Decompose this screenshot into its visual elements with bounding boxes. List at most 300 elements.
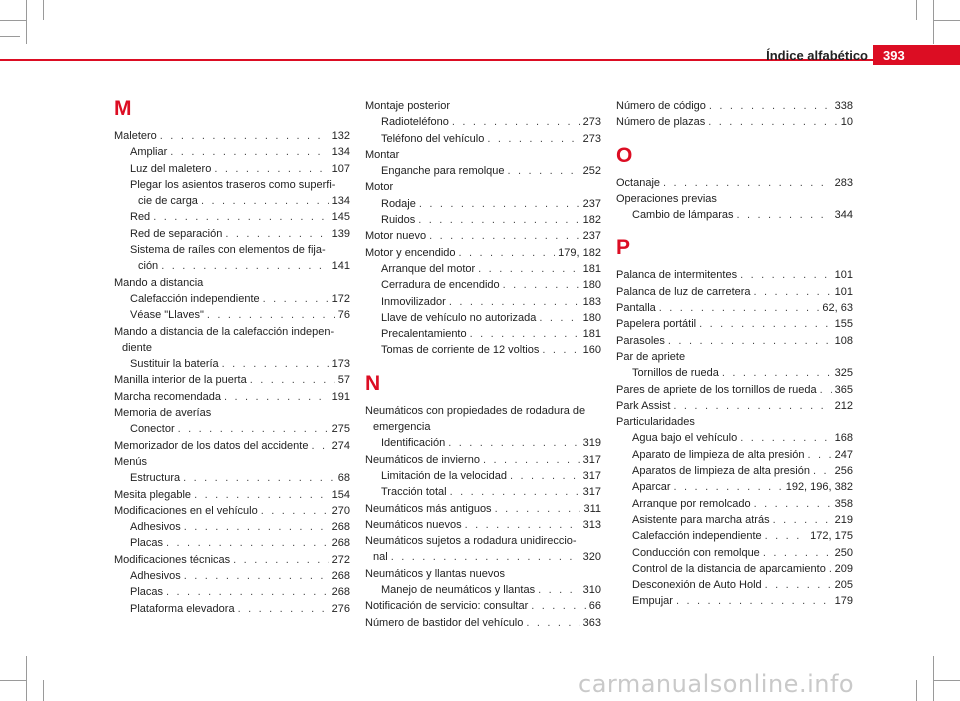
page-reference[interactable]: 311 — [583, 502, 601, 515]
page-reference[interactable]: 310 — [582, 584, 601, 597]
index-subentry — [365, 163, 601, 179]
index-subentry — [114, 421, 350, 437]
page-reference[interactable]: 183 — [582, 295, 601, 308]
page-reference[interactable]: 237 — [582, 197, 601, 210]
index-entry — [114, 128, 350, 144]
page-reference[interactable]: 272 — [331, 553, 350, 566]
entry-term: Mesita plegable — [114, 488, 192, 501]
dot-leader — [194, 487, 329, 503]
entry-term: Desconexión de Auto Hold — [632, 579, 762, 592]
dot-leader — [459, 245, 556, 261]
dot-leader — [773, 512, 832, 528]
index-subentry — [616, 545, 853, 561]
dot-leader — [510, 468, 580, 484]
page-reference[interactable]: 205 — [834, 579, 853, 592]
index-subentry — [114, 584, 350, 600]
dot-leader — [448, 435, 579, 451]
page-reference[interactable]: 10 — [840, 116, 853, 129]
dot-leader — [676, 593, 832, 609]
page-reference[interactable]: 179 — [834, 595, 853, 608]
dot-leader — [503, 277, 580, 293]
entry-term: Red de separación — [130, 227, 223, 240]
entry-term: emergencia — [373, 421, 431, 434]
entry-term: Octanaje — [616, 176, 661, 189]
index-subentry — [114, 356, 350, 372]
entry-term: Número de código — [616, 100, 706, 112]
page-reference[interactable]: 268 — [331, 537, 350, 550]
entry-term: Rodaje — [381, 197, 416, 210]
dot-leader — [763, 545, 832, 561]
page-reference[interactable]: 179, 182 — [558, 246, 601, 259]
dot-leader — [495, 501, 581, 517]
entry-term: Par de apriete — [616, 350, 686, 363]
entry-term: Teléfono del vehículo — [381, 132, 485, 145]
index-entry — [616, 398, 853, 414]
index-entry — [616, 114, 853, 130]
crop-mark — [43, 680, 44, 701]
index-subentry — [114, 601, 350, 617]
page-number: 393 — [883, 48, 905, 63]
index-entry — [365, 566, 601, 582]
index-entry — [365, 98, 601, 114]
index-entry — [365, 615, 601, 631]
page-reference[interactable]: 68 — [337, 472, 350, 485]
entry-term: Enganche para remolque — [381, 165, 505, 178]
entry-term: Estructura — [130, 472, 181, 485]
dot-leader — [238, 601, 329, 617]
dot-leader — [201, 193, 329, 209]
index-subentry — [616, 365, 853, 381]
crop-mark — [26, 0, 27, 44]
dot-leader — [659, 300, 820, 316]
page-reference[interactable]: 313 — [582, 518, 601, 531]
page-reference[interactable]: 62, 63 — [822, 302, 853, 315]
entry-term: Particularidades — [616, 416, 695, 429]
crop-mark — [0, 20, 26, 21]
index-subentry — [616, 430, 853, 446]
entry-term: Tornillos de rueda — [632, 367, 719, 380]
page-reference[interactable]: 181 — [582, 262, 601, 275]
entry-term: Aparcar — [632, 481, 671, 494]
entry-term: Modificaciones técnicas — [114, 553, 231, 566]
dot-leader — [419, 196, 580, 212]
index-subentry — [365, 484, 601, 500]
page-reference[interactable]: 101 — [834, 285, 853, 298]
entry-term: Conducción con remolque — [632, 546, 760, 559]
entry-term: Empujar — [632, 595, 673, 608]
entry-term: Cambio de lámparas — [632, 209, 734, 222]
dot-leader — [311, 438, 328, 454]
index-subentry — [365, 582, 601, 598]
page-reference[interactable]: 191 — [331, 390, 350, 403]
dot-leader — [183, 470, 335, 486]
page-reference[interactable]: 139 — [331, 227, 350, 240]
page-reference[interactable]: 256 — [834, 465, 853, 478]
dot-leader — [153, 209, 328, 225]
page-reference[interactable]: 344 — [834, 209, 853, 222]
index-entry — [114, 503, 350, 519]
page-reference[interactable]: 358 — [834, 497, 853, 510]
dot-leader — [709, 98, 832, 114]
index-subentry — [114, 519, 350, 535]
index-subentry — [114, 144, 350, 160]
entry-term: Cerradura de encendido — [381, 279, 500, 292]
entry-term: Pares de apriete de los tornillos de rueda — [616, 383, 817, 396]
page-reference[interactable]: 108 — [834, 334, 853, 347]
index-entry — [616, 382, 853, 398]
index-entry — [365, 245, 601, 261]
index-subentry — [114, 470, 350, 486]
dot-leader — [813, 463, 832, 479]
entry-term: Papelera portátil — [616, 318, 697, 331]
dot-leader — [807, 447, 831, 463]
dot-leader — [829, 561, 832, 577]
dot-leader — [160, 128, 329, 144]
index-subentry — [365, 342, 601, 358]
entry-term: Limitación de la velocidad — [381, 469, 507, 482]
entry-term: Marcha recomendada — [114, 390, 222, 403]
page-reference[interactable]: 268 — [331, 586, 350, 599]
page-reference[interactable]: 168 — [834, 432, 853, 445]
dot-leader — [740, 267, 832, 283]
entry-term: diente — [122, 341, 152, 354]
dot-leader — [708, 114, 837, 130]
entry-term: Maletero — [114, 130, 157, 142]
entry-term: Luz del maletero — [130, 162, 212, 175]
index-subentry — [365, 114, 601, 130]
entry-term: Ampliar — [130, 146, 168, 159]
index-entry — [616, 191, 853, 207]
entry-term: Véase "Llaves" — [130, 309, 204, 322]
page-reference[interactable]: 192, 196, 382 — [785, 481, 853, 494]
entry-term: Montaje posterior — [365, 100, 450, 112]
index-subentry — [616, 577, 853, 593]
index-subentry — [114, 177, 350, 210]
page-reference[interactable]: 338 — [834, 100, 853, 112]
entry-term: Número de plazas — [616, 116, 706, 129]
crop-mark — [916, 680, 917, 701]
entry-term: Manilla interior de la puerta — [114, 374, 247, 387]
entry-term: Memoria de averías — [114, 407, 212, 420]
index-column-3 — [616, 98, 853, 610]
dot-leader — [184, 568, 329, 584]
page-reference[interactable]: 154 — [331, 488, 350, 501]
index-subentry — [365, 326, 601, 342]
entry-term: Neumáticos más antiguos — [365, 502, 492, 515]
entry-term: Neumáticos sujetos a rodadura unidireccio- — [365, 535, 577, 548]
dot-leader — [178, 421, 329, 437]
entry-term: Neumáticos de invierno — [365, 453, 480, 466]
dot-leader — [207, 307, 335, 323]
index-entry — [616, 267, 853, 283]
section-letter: M — [114, 97, 132, 120]
index-entry — [365, 228, 601, 244]
index-entry — [365, 147, 601, 163]
dot-leader — [526, 615, 579, 631]
index-subentry — [616, 528, 853, 544]
index-subentry — [365, 468, 601, 484]
page-reference[interactable]: 134 — [331, 146, 350, 159]
index-entry — [616, 300, 853, 316]
page-reference[interactable]: 270 — [331, 504, 350, 517]
crop-mark — [43, 0, 44, 20]
dot-leader — [184, 519, 329, 535]
index-entry — [114, 324, 350, 357]
entry-term: Sistema de raíles con elementos de fija- — [130, 244, 326, 257]
dot-leader — [170, 144, 328, 160]
index-entry — [365, 517, 601, 533]
dot-leader — [538, 582, 580, 598]
entry-term: Identificación — [381, 437, 446, 450]
dot-leader — [225, 226, 328, 242]
dot-leader — [391, 549, 580, 565]
entry-term: Notificación de servicio: consultar — [365, 600, 529, 613]
page-reference[interactable]: 160 — [582, 344, 601, 357]
page-reference[interactable]: 268 — [331, 570, 350, 583]
page-reference[interactable]: 317 — [582, 486, 601, 499]
entry-term: Control de la distancia de aparcamiento — [632, 562, 826, 575]
page-reference[interactable]: 212 — [834, 399, 853, 412]
index-subentry — [365, 310, 601, 326]
page-reference[interactable]: 317 — [582, 453, 601, 466]
dot-leader — [429, 228, 579, 244]
entry-term: Aparato de limpieza de alta presión — [632, 448, 805, 461]
entry-term: Palanca de intermitentes — [616, 269, 738, 282]
page-reference[interactable]: 209 — [834, 562, 853, 575]
page-reference[interactable]: 219 — [834, 513, 853, 526]
index-entry — [365, 452, 601, 468]
index-entry — [616, 349, 853, 365]
page-reference[interactable]: 172, 175 — [810, 530, 853, 543]
page-reference[interactable]: 275 — [331, 423, 350, 436]
dot-leader — [233, 552, 328, 568]
watermark: carmanualsonline.info — [578, 670, 855, 698]
index-subentry — [114, 242, 350, 275]
entry-term: Adhesivos — [130, 521, 181, 534]
index-entry — [365, 598, 601, 614]
page-reference[interactable]: 237 — [582, 230, 601, 243]
entry-term: Asistente para marcha atrás — [632, 513, 770, 526]
index-subentry — [114, 307, 350, 323]
dot-leader — [820, 382, 832, 398]
entry-term: Agua bajo el vehículo — [632, 432, 738, 445]
index-subentry — [114, 535, 350, 551]
index-entry — [114, 454, 350, 470]
entry-term: Arranque del motor — [381, 262, 476, 275]
page-reference[interactable]: 141 — [331, 260, 350, 273]
index-subentry — [114, 568, 350, 584]
crop-mark — [934, 680, 960, 681]
index-subentry — [114, 161, 350, 177]
page-reference[interactable]: 325 — [834, 367, 853, 380]
page-reference[interactable]: 365 — [834, 383, 853, 396]
dot-leader — [531, 598, 586, 614]
page-reference[interactable]: 145 — [331, 211, 350, 224]
dot-leader — [765, 528, 808, 544]
entry-term: Motor — [365, 181, 394, 194]
entry-term: Adhesivos — [130, 570, 181, 583]
page-reference[interactable]: 132 — [331, 130, 350, 142]
page-reference[interactable]: 107 — [331, 162, 350, 175]
entry-term: Plegar los asientos traseros como superfi- — [130, 178, 336, 191]
index-subentry — [616, 593, 853, 609]
index-entry — [365, 403, 601, 436]
dot-leader — [542, 342, 579, 358]
entry-term: Operaciones previas — [616, 192, 717, 205]
section-letter: O — [616, 143, 633, 167]
index-subentry — [365, 212, 601, 228]
page-reference[interactable]: 273 — [582, 132, 601, 145]
entry-term: Calefacción independiente — [130, 292, 260, 305]
entry-term: cie de carga — [138, 195, 198, 208]
page-reference[interactable]: 247 — [834, 448, 853, 461]
index-subentry — [365, 435, 601, 451]
running-title: Índice alfabético — [766, 48, 868, 63]
entry-term: Montar — [365, 148, 400, 161]
dot-leader — [663, 175, 832, 191]
index-subentry — [616, 496, 853, 512]
dot-leader — [452, 114, 580, 130]
page-reference[interactable]: 268 — [331, 521, 350, 534]
entry-term: Número de bastidor del vehículo — [365, 616, 524, 629]
entry-term: Mando a distancia — [114, 276, 204, 289]
entry-term: Conector — [130, 423, 175, 436]
page-reference[interactable]: 182 — [582, 214, 601, 227]
dot-leader — [737, 207, 832, 223]
index-subentry — [365, 196, 601, 212]
entry-term: Pantalla — [616, 302, 656, 315]
crop-mark — [0, 36, 20, 37]
page-reference[interactable]: 57 — [337, 374, 350, 387]
crop-mark — [26, 656, 27, 701]
entry-term: Neumáticos con propiedades de rodadura de — [365, 404, 586, 417]
entry-term: Placas — [130, 586, 164, 599]
dot-leader — [674, 479, 783, 495]
index-entry — [616, 333, 853, 349]
crop-mark — [0, 680, 26, 681]
page-reference[interactable]: 180 — [582, 311, 601, 324]
entry-term: Radioteléfono — [381, 116, 449, 129]
index-subentry — [365, 261, 601, 277]
index-subentry — [114, 291, 350, 307]
index-subentry — [616, 447, 853, 463]
index-entry — [114, 438, 350, 454]
index-subentry — [616, 463, 853, 479]
entry-term: Manejo de neumáticos y llantas — [381, 584, 536, 597]
page-reference[interactable]: 320 — [582, 551, 601, 564]
page-reference[interactable]: 274 — [331, 439, 350, 452]
dot-leader — [478, 261, 579, 277]
entry-term: ción — [138, 260, 159, 273]
entry-term: Ruidos — [381, 214, 416, 227]
dot-leader — [754, 284, 832, 300]
entry-term: Red — [130, 211, 151, 224]
index-entry — [616, 414, 853, 430]
entry-term: Calefacción independiente — [632, 530, 762, 543]
crop-mark — [933, 656, 934, 701]
page-reference[interactable]: 66 — [588, 600, 601, 613]
page-reference[interactable]: 276 — [331, 602, 350, 615]
dot-leader — [222, 356, 329, 372]
index-subentry — [365, 277, 601, 293]
page-reference[interactable]: 180 — [582, 279, 601, 292]
entry-term: Arranque por remolcado — [632, 497, 751, 510]
index-column-2 — [365, 98, 601, 631]
index-entry — [114, 275, 350, 291]
dot-leader — [508, 163, 580, 179]
dot-leader — [214, 161, 328, 177]
crop-mark — [916, 0, 917, 20]
dot-leader — [250, 372, 335, 388]
dot-leader — [765, 577, 832, 593]
entry-term: Placas — [130, 537, 164, 550]
page-reference[interactable]: 155 — [834, 318, 853, 331]
entry-term: Plataforma elevadora — [130, 602, 235, 615]
index-subentry — [114, 209, 350, 225]
page-reference[interactable]: 317 — [582, 469, 601, 482]
crop-mark — [933, 0, 934, 44]
index-column-1 — [114, 98, 350, 617]
index-entry — [616, 284, 853, 300]
entry-term: nal — [373, 551, 388, 564]
dot-leader — [418, 212, 579, 228]
page-reference[interactable]: 250 — [834, 546, 853, 559]
entry-term: Tomas de corriente de 12 voltios — [381, 344, 540, 357]
dot-leader — [483, 452, 580, 468]
entry-term: Llave de vehículo no autorizada — [381, 311, 537, 324]
dot-leader — [449, 294, 580, 310]
crop-mark — [934, 20, 960, 21]
index-entry — [114, 405, 350, 421]
dot-leader — [161, 258, 328, 274]
entry-term: Inmovilizador — [381, 295, 446, 308]
dot-leader — [673, 398, 831, 414]
dot-leader — [261, 503, 329, 519]
index-subentry — [365, 131, 601, 147]
dot-leader — [754, 496, 832, 512]
index-entry — [114, 389, 350, 405]
page-reference[interactable]: 252 — [582, 165, 601, 178]
page-reference[interactable]: 101 — [834, 269, 853, 282]
dot-leader — [539, 310, 579, 326]
index-entry — [365, 501, 601, 517]
dot-leader — [699, 316, 832, 332]
page-reference[interactable]: 283 — [834, 176, 853, 189]
entry-term: Memorizador de los datos del accidente — [114, 439, 309, 452]
page-reference[interactable]: 173 — [331, 358, 350, 371]
dot-leader — [487, 131, 579, 147]
entry-term: Precalentamiento — [381, 328, 467, 341]
page-reference[interactable]: 181 — [582, 328, 601, 341]
page-reference[interactable]: 273 — [582, 116, 601, 129]
index-entry — [114, 552, 350, 568]
entry-term: Neumáticos nuevos — [365, 518, 462, 531]
section-letter: N — [365, 371, 381, 395]
dot-leader — [263, 291, 329, 307]
dot-leader — [224, 389, 329, 405]
index-subentry — [365, 294, 601, 310]
index-subentry — [616, 512, 853, 528]
page-reference[interactable]: 172 — [331, 292, 350, 305]
entry-term: Motor y encendido — [365, 246, 456, 259]
entry-term: Tracción total — [381, 486, 447, 499]
index-entry — [365, 179, 601, 195]
page-reference[interactable]: 76 — [337, 309, 350, 322]
page-reference[interactable]: 134 — [331, 195, 350, 208]
page-reference[interactable]: 319 — [582, 437, 601, 450]
page-reference[interactable]: 363 — [582, 616, 601, 629]
dot-leader — [166, 584, 329, 600]
